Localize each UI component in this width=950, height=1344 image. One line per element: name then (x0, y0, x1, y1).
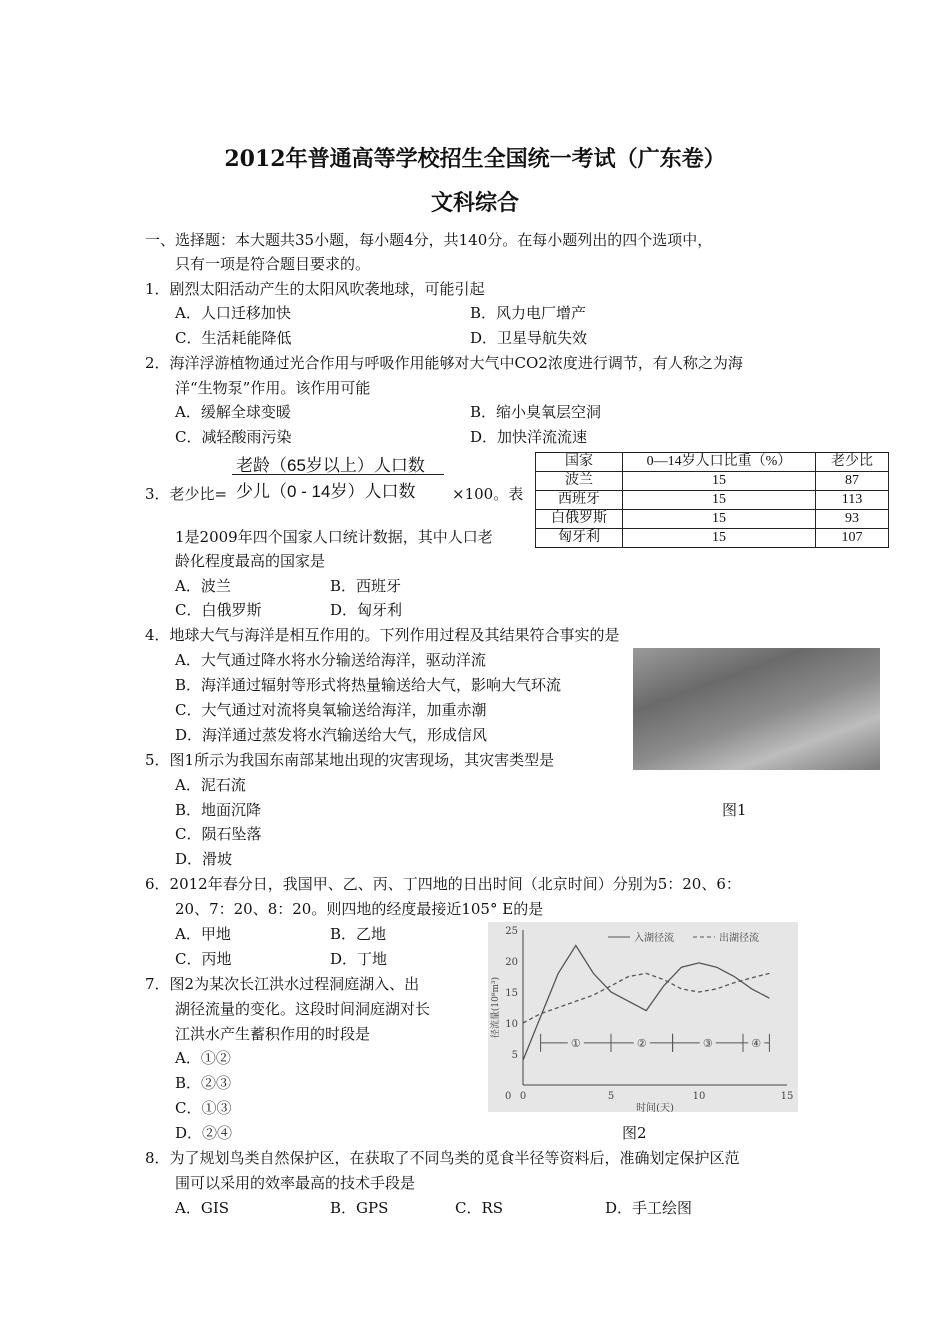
q3-stem-prefix: 3．老少比= (145, 485, 228, 503)
q1-option-d: D．卫星导航失效 (470, 329, 588, 347)
x-axis-label: 时间(天) (636, 1103, 674, 1112)
q2-option-b: B．缩小臭氧层空洞 (470, 403, 602, 421)
legend-label: 入湖径流 (634, 933, 674, 944)
q4-option-c: C．大气通过对流将臭氧输送给海洋，加重赤潮 (175, 701, 487, 719)
population-table (535, 452, 889, 548)
table-cell: 匈牙利 (536, 529, 623, 548)
period-label: ① (570, 1036, 581, 1050)
table-header-row (536, 453, 889, 472)
runoff-chart (488, 922, 798, 1112)
table-cell: 87 (816, 472, 889, 491)
q7-option-d: D．②④ (175, 1124, 233, 1142)
q8-option-b: B．GPS (330, 1199, 389, 1217)
q3-option-c: C．白俄罗斯 (175, 601, 262, 619)
q6-option-c: C．丙地 (175, 950, 232, 968)
q5-stem: 5．图1所示为我国东南部某地出现的灾害现场，其灾害类型是 (145, 751, 555, 769)
q5-option-c: C．陨石坠落 (175, 825, 262, 843)
figure-1-caption: 图1 (722, 801, 747, 819)
period-label: ④ (751, 1036, 762, 1050)
table-cell: 波兰 (536, 472, 623, 491)
q8-stem: 8．为了规划鸟类自然保护区，在获取了不同鸟类的觅食半径等资料后，准确划定保护区范 (145, 1149, 740, 1167)
q2-option-c: C．减轻酸雨污染 (175, 428, 292, 446)
x-tick-label: 0 (519, 1091, 527, 1102)
q3-stem-cont2: 龄化程度最高的国家是 (175, 552, 326, 570)
origin-label: 0 (505, 1091, 512, 1102)
q7-option-a: A．①② (175, 1049, 231, 1067)
x-tick-label: 5 (607, 1091, 615, 1102)
table-row (536, 510, 889, 529)
y-axis-label: 径流量(10⁸m³) (491, 976, 501, 1039)
table-header: 老少比 (816, 453, 889, 472)
q2-stem-cont: 洋“生物泵”作用。该作用可能 (175, 379, 371, 397)
table-cell: 西班牙 (536, 491, 623, 510)
q6-stem-cont: 20、7：20、8：20。则四地的经度最接近105° E的是 (175, 900, 544, 918)
q7-stem: 7．图2为某次长江洪水过程洞庭湖入、出 (145, 975, 420, 993)
section-heading-cont: 只有一项是符合题目要求的。 (175, 255, 371, 273)
q4-option-a: A．大气通过降水将水分输送给海洋，驱动洋流 (175, 651, 486, 669)
section-heading: 一、选择题：本大题共35小题，每小题4分，共140分。在每小题列出的四个选项中， (145, 231, 713, 249)
table-cell: 15 (623, 491, 816, 510)
q4-stem: 4．地球大气与海洋是相互作用的。下列作用过程及其结果符合事实的是 (145, 626, 620, 644)
table-header: 国家 (536, 453, 623, 472)
table-cell: 15 (623, 529, 816, 548)
q6-option-a: A．甲地 (175, 925, 231, 943)
series-line-2 (523, 973, 769, 1023)
table-header: 0—14岁人口比重（%） (623, 453, 816, 472)
y-tick-label: 5 (511, 1050, 518, 1061)
x-tick-label: 10 (692, 1091, 706, 1102)
exam-title: 2012年普通高等学校招生全国统一考试（广东卷） (224, 146, 726, 172)
figure-2-caption: 图2 (622, 1124, 647, 1142)
q2-option-a: A．缓解全球变暖 (175, 403, 291, 421)
q8-option-c: C．RS (455, 1199, 504, 1217)
q8-stem-cont: 围可以采用的效率最高的技术手段是 (175, 1174, 416, 1192)
table-cell: 15 (623, 510, 816, 529)
q3-stem-suffix: ×100。表 (452, 485, 524, 503)
table-cell: 107 (816, 529, 889, 548)
y-tick-label: 25 (505, 926, 518, 937)
q3-option-d: D．匈牙利 (330, 601, 403, 619)
period-label: ② (636, 1036, 647, 1050)
table-cell: 15 (623, 472, 816, 491)
q5-option-b: B．地面沉降 (175, 801, 262, 819)
q1-option-c: C．生活耗能降低 (175, 329, 292, 347)
fraction-bar (232, 474, 444, 475)
q3-option-b: B．西班牙 (330, 577, 402, 595)
q7-option-b: B．②③ (175, 1074, 232, 1092)
y-tick-label: 10 (505, 1019, 518, 1030)
runoff-chart-svg (488, 922, 798, 1112)
table-row (536, 529, 889, 548)
q4-option-d: D．海洋通过蒸发将水汽输送给大气，形成信风 (175, 726, 488, 744)
period-label: ③ (702, 1036, 713, 1050)
q6-option-b: B．乙地 (330, 925, 387, 943)
table-row (536, 491, 889, 510)
table-cell: 白俄罗斯 (536, 510, 623, 529)
legend-label: 出湖径流 (719, 933, 759, 944)
q3-numerator: 老龄（65岁以上）人口数 (236, 456, 425, 475)
q7-option-c: C．①③ (175, 1099, 232, 1117)
q7-stem-cont2: 江洪水产生蓄积作用的时段是 (175, 1025, 371, 1043)
q2-stem: 2．海洋浮游植物通过光合作用与呼吸作用能够对大气中CO2浓度进行调节，有人称之为海 (145, 354, 743, 372)
x-tick-label: 15 (780, 1091, 794, 1102)
exam-subtitle: 文科综合 (430, 190, 519, 216)
table-row (536, 472, 889, 491)
y-tick-label: 15 (505, 988, 518, 999)
q1-option-b: B．风力电厂增产 (470, 304, 587, 322)
q2-option-d: D．加快洋流流速 (470, 428, 588, 446)
q7-stem-cont: 湖径流量的变化。这段时间洞庭湖对长 (175, 1000, 431, 1018)
q6-option-d: D．丁地 (330, 950, 388, 968)
q3-option-a: A．波兰 (175, 577, 231, 595)
q3-denominator: 少儿（0 - 14岁）人口数 (236, 482, 416, 501)
q4-option-b: B．海洋通过辐射等形式将热量输送给大气，影响大气环流 (175, 676, 562, 694)
q1-option-a: A．人口迁移加快 (175, 304, 291, 322)
q6-stem: 6．2012年春分日，我国甲、乙、丙、丁四地的日出时间（北京时间）分别为5：20、6： (145, 875, 741, 893)
table-cell: 113 (816, 491, 889, 510)
q1-stem: 1．剧烈太阳活动产生的太阳风吹袭地球，可能引起 (145, 280, 485, 298)
q5-option-a: A．泥石流 (175, 776, 246, 794)
q3-stem-cont: 1是2009年四个国家人口统计数据，其中人口老 (175, 528, 493, 546)
table-cell: 93 (816, 510, 889, 529)
y-tick-label: 20 (505, 957, 518, 968)
landslide-photo (633, 648, 880, 770)
q5-option-d: D．滑坡 (175, 850, 233, 868)
q8-option-d: D．手工绘图 (605, 1199, 693, 1217)
q8-option-a: A．GIS (175, 1199, 230, 1217)
